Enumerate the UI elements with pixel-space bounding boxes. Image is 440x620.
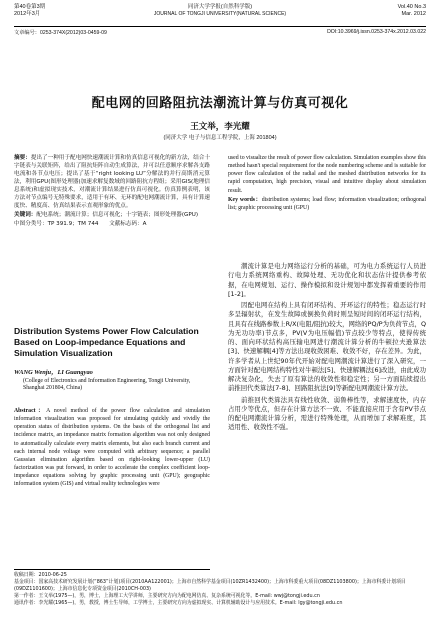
keywords-cn-label: 关键词： [14,212,37,219]
paper-title: 配电网的回路阻抗法潮流计算与仿真可视化 [91,96,349,111]
abstract-cn-block [14,154,210,228]
english-abstract [14,407,210,489]
english-title: Distribution Systems Power Flow Calculation Based on Loop-impedance Equations and Simulation Visualization [14,326,199,359]
abstract-cn [14,154,210,210]
journal-volume-right [398,4,426,18]
journal-name-cn: 同济大学学报(自然科学版) [187,4,253,10]
paper-affiliation: (同济大学 电子与信息工程学院，上海 201804) [163,135,277,141]
journal-name-en: JOURNAL OF TONGJI UNIVERSITY(NATURAL SCIENCE) [153,11,287,17]
journal-header [14,2,426,27]
english-abstract-label: Abstract： [14,408,47,414]
abstract-cn-label: 摘要： [14,155,31,161]
body-paragraph-1: 潮流计算是电力网络运行分析的基础，可为电力系统运行人员进行电力系统网络重构、故障处理、无功优化和状态估计提供参考依据，在电网规划、运行、操作模拟和设计规划中都发挥着重要的作用[1-2]。 [228,262,426,298]
english-keywords [228,196,426,212]
clc-number: 中图分类号：TP 391.9；TM 744 [14,221,99,228]
footnote-corresponding-author: 通讯作者：李光耀(1965—)，男，教授，博士生导师，工学博士，主要研究方向为虚拟现实、计算机辅助设计与应用技术。E-mail: lgy@tongji.edu.cn [14,599,343,606]
footnotes [14,572,426,607]
english-abstract-cont-block [228,154,426,212]
english-title-block [14,326,210,393]
footnote-rule [14,569,210,570]
volume-issue-en: Vol.40 No.3 [397,4,426,10]
keywords-cn-text: 配电系统；潮流计算；信息可视化；十字链表；图形处理器(GPU) [36,212,198,219]
body-text [228,262,426,433]
english-abstract-block [14,407,210,489]
date-en: Mar. 2012 [401,11,426,17]
footnote-funding: 基金项目：国家高技术研究发展计划(“863”计划)项目(2010AA122001)；上海市自然科学基金项目(10ZR1432400)；上海市科委重大项目(08DZ1103800)；上海市科委计划项目(09DZ1101600)；上海市信息化专项资金项目(2010CH-003) [14,578,406,592]
article-number: 文章编号：0253-374X(2012)03-0459-09 [14,30,107,36]
english-abstract-text: A novel method of the power flow calculation and simulation information visualization was proposed for simulating quickly and vividly the operation status of distribution systems. On the basis of the orthogonal list and incidence matrix, an impedance matrix formation algorithm was not only designed to automatically calculate every matrix elements, but also each branch current and each internal node voltage were computed with arbitrary sequence; a parallel Gaussian elimination algorithm based on right-looking lower-upper (LU) factorization was put forward, in order to accelerate the complex coefficient loop-impedance equations solving by graphic processing unit (GPU); geographic information system (GIS) and virtual reality technologies were [14,408,210,488]
date-cn: 2012年3月 [14,11,41,17]
body-paragraph-3: 前推回代类算法具有线性收敛、弱鲁棒性等，求解速度快，内存占用少等优点，但存在计算方法不一致、不能直接应用于含有PV节点的配电网潮流计算分析，需进行特殊处理，从而增加了求解难度，其适用性、收敛性不强。 [228,395,426,432]
document-code: 文献标志码：A [109,221,147,228]
classification [14,220,210,228]
footnote-received: 收稿日期：2010-06-25 [14,572,67,578]
english-abstract-cont: used to visualize the result of power flow calculation. Simulation examples show this method hasn't special requirement for the node numbering scheme and is suitable for power flow calculation of the radial and the meshed distribution networks for its rapid computation, high precision, visual and intuitive display about simulation result. [228,155,426,194]
body-paragraph-2: 因配电网在结构上具有闭环结构、开环运行的特性；稳态运行时多呈辐射状，在发生故障或倒换负荷时则呈短时间的闭环运行结构，且具有在线路参数上R/X(电阻/阻抗)较大，网络的PQ/P为负荷节点，Q为无功功率)节点多，PV(V为电压幅值)节点较少等特点，使得传统的、面向环状结构高压输电网进行潮流计算分析的牛顿拉夫逊算法[3]、快速解耦[4]等方法出现收敛困难、收敛不好，存在差异。为此，许多学者从上世纪90年代开始对配电网潮流计算进行了深入研究，一方面针对配电网结构特性对牛顿法[5]、快速解耦法[6]改进，由此成功解决复杂化，失去了原有算法的收敛性和稳定性；另一方面陆续提出前推回代类算法[7-8]、回路阻抗法[9]等新配电网潮流计算方法。 [228,301,426,393]
keywords-cn [14,211,210,219]
english-keywords-label: Key words： [228,196,262,203]
article-info [14,29,426,37]
footnote-first-author: 第一作者：王文举(1975—)，男，博士，上海理工大学讲师，主要研究方向为配电网仿真、复杂系统可视化等。E-mail: wwj@tongji.edu.cn [14,592,320,599]
paper-authors: 王文举，李光耀 [190,122,250,132]
volume-issue-cn: 第40卷第3期 [14,4,46,10]
journal-name [14,4,426,18]
english-affiliation: (College of Electronics and Information Engineering, Tongji University, Shanghai 201804, China) [23,377,191,392]
doi: DOI:10.3969/j.issn.0253-374x.2012.03.022 [327,29,426,35]
english-authors: WANG Wenju，LI Guangyao [14,368,93,376]
english-keywords-text: distribution systems; load flow; information visualization; orthogonal list; graphic processing unit (GPU) [228,196,426,211]
abstract-cn-text: 提出了一种用于配电网快速潮流计算和仿真信息可视化的新方法，结合十字链表与关联矩阵，给出了阻抗矩阵自动生成算法，并可以任意顺序求解各支路电流和各节点电压；提出了基于“right looking LU”分解法的并行高斯消元算法，利用GPU(图形处理器)加速求解复数域的回路阻抗方程组；采用GIS(地理信息系统)和虚拟现实技术，对潮流计算结果进行仿真可视化。仿真算例表明，该方法对节点编号无特殊要求，适用于有环、无环的配电网潮流计算，具有计算速度快、精度高、仿真结果表示直观形象的优点。 [14,155,210,210]
